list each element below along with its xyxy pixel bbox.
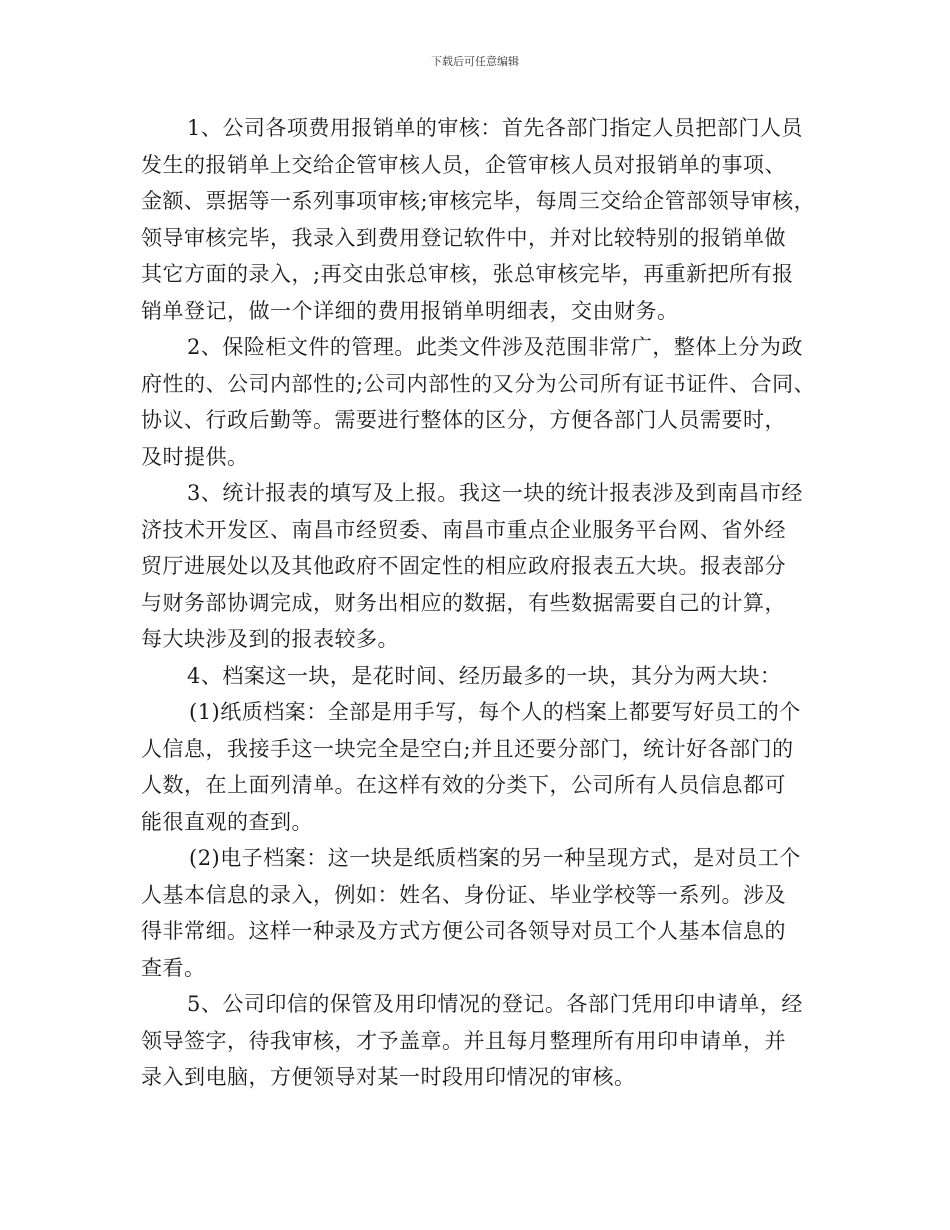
- paragraph-2-line: 府性的、公司内部性的;公司内部性的又分为公司所有证书证件、合同、: [141, 371, 816, 396]
- paragraph-2-line: 协议、行政后勤等。需要进行整体的区分，方便各部门人员需要时，: [141, 408, 786, 432]
- paragraph-4-line: 4、档案这一块，是花时间、经历最多的一块，其分为两大块：: [187, 663, 782, 688]
- paragraph-4-2-line: 人基本信息的录入，例如：姓名、身份证、毕业学校等一系列。涉及: [141, 882, 786, 907]
- paragraph-4-1-line: (1)纸质档案：全部是用手写，每个人的档案上都要写好员工的个: [189, 700, 801, 724]
- paragraph-1-line: 发生的报销单上交给企管审核人员，企管审核人员对报销单的事项、: [141, 152, 786, 177]
- paragraph-4-2-line: 查看。: [141, 955, 206, 980]
- paragraph-3-line: 济技术开发区、南昌市经贸委、南昌市重点企业服务平台网、省外经: [141, 517, 786, 542]
- paragraph-1-line: 1、公司各项费用报销单的审核：首先各部门指定人员把部门人员: [187, 116, 803, 140]
- paragraph-4-1-line: 能很直观的查到。: [141, 809, 313, 834]
- paragraph-3-line: 每大块涉及到的报表较多。: [141, 627, 399, 651]
- paragraph-2-line: 2、保险柜文件的管理。此类文件涉及范围非常广，整体上分为政: [187, 335, 803, 359]
- paragraph-3-line: 贸厅进展处以及其他政府不固定性的相应政府报表五大块。报表部分: [141, 554, 786, 578]
- paragraph-1-line: 其它方面的录入，;再交由张总审核，张总审核完毕，再重新把所有报: [141, 262, 794, 286]
- paragraph-1-line: 销单登记，做一个详细的费用报销单明细表，交由财务。: [141, 298, 679, 323]
- paragraph-1-line: 领导审核完毕，我录入到费用登记软件中，并对比较特别的报销单做: [141, 225, 786, 250]
- paragraph-4-1-line: 人信息，我接手这一块完全是空白;并且还要分部门，统计好各部门的: [141, 736, 794, 761]
- paragraph-2-line: 及时提供。: [141, 444, 249, 469]
- paragraph-4-1-line: 人数，在上面列清单。在这样有效的分类下，公司所有人员信息都可: [141, 773, 786, 797]
- paragraph-3-line: 与财务部协调完成，财务出相应的数据，有些数据需要自己的计算，: [141, 590, 786, 615]
- paragraph-4-2-line: 得非常细。这样一种录及方式方便公司各领导对员工个人基本信息的: [141, 919, 786, 943]
- paragraph-5-line: 录入到电脑，方便领导对某一时段用印情况的审核。: [141, 1065, 636, 1089]
- paragraph-5-line: 5、公司印信的保管及用印情况的登记。各部门凭用印申请单，经: [187, 992, 803, 1016]
- paragraph-1-line: 金额、票据等一系列事项审核;审核完毕，每周三交给企管部领导审核，: [141, 189, 816, 213]
- paragraph-3-line: 3、统计报表的填写及上报。我这一块的统计报表涉及到南昌市经: [187, 481, 803, 505]
- page-header: 下载后可任意编辑: [431, 55, 519, 68]
- document-body: [141, 110, 821, 1096]
- paragraph-5-line: 领导签字，待我审核，才予盖章。并且每月整理所有用印申请单，并: [141, 1028, 786, 1053]
- paragraph-4-2-line: (2)电子档案：这一块是纸质档案的另一种呈现方式，是对员工个: [189, 846, 801, 870]
